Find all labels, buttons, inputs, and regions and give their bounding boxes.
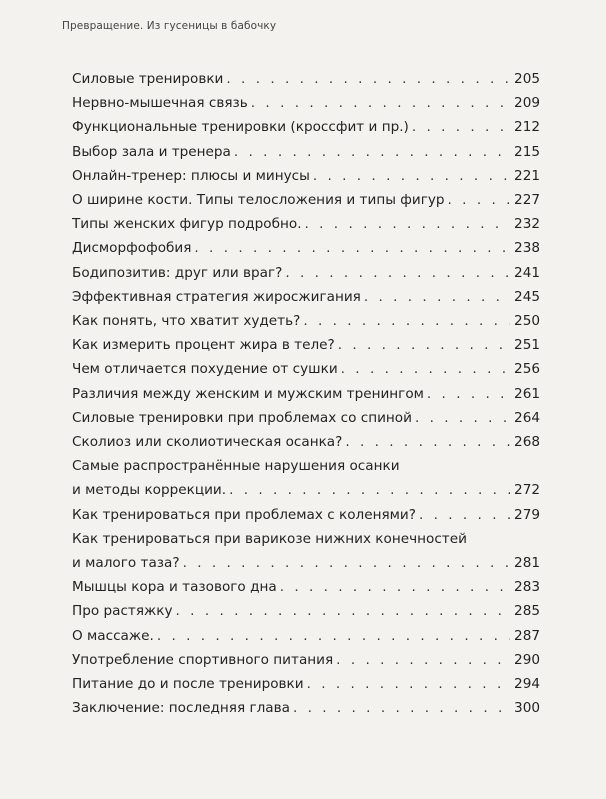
toc-entry-line <box>72 91 540 115</box>
toc-entry-line <box>72 212 540 236</box>
toc-entry <box>72 261 540 285</box>
toc-entry-title: Питание до и после тренировки <box>72 676 304 693</box>
dot-leader <box>176 599 510 623</box>
toc-entry-title: Как понять, что хватит худеть? <box>72 313 301 330</box>
dot-leader <box>412 115 510 139</box>
toc-entry <box>72 91 540 115</box>
toc-entry-line <box>72 333 540 357</box>
toc-entry-title: Бодипозитив: друг или враг? <box>72 264 283 281</box>
toc-entry-line <box>72 309 540 333</box>
toc-entry-page-number: 215 <box>514 143 540 160</box>
toc-entry-page-number: 290 <box>514 651 540 668</box>
toc-entry-title: О ширине кости. Типы телосложения и типы фигур <box>72 192 445 209</box>
dot-leader <box>415 406 510 430</box>
toc-entry-line <box>72 115 540 139</box>
dot-leader <box>307 672 510 696</box>
dot-leader <box>251 91 510 115</box>
dot-leader <box>293 696 510 720</box>
toc-entry-page-number: 287 <box>514 627 540 644</box>
toc-entry-title: Чем отличается похудение от сушки <box>72 361 338 378</box>
toc-entry-page-number: 256 <box>514 361 540 378</box>
dot-leader <box>338 333 510 357</box>
running-header: Превращение. Из гусеницы в бабочку <box>62 20 277 32</box>
toc-entry-line <box>72 599 540 623</box>
toc-entry-page-number: 300 <box>514 700 540 717</box>
toc-entry-page-number: 294 <box>514 676 540 693</box>
toc-entry-line <box>72 357 540 381</box>
toc-entry-line <box>72 67 540 91</box>
toc-entry-page-number: 261 <box>514 385 540 402</box>
dot-leader <box>226 67 510 91</box>
dot-leader <box>183 551 510 575</box>
dot-leader <box>448 188 510 212</box>
toc-entry-line <box>72 430 540 454</box>
dot-leader <box>341 357 510 381</box>
toc-entry <box>72 212 540 236</box>
toc-entry <box>72 333 540 357</box>
toc-entry-title: Употребление спортивного питания <box>72 651 334 668</box>
toc-entry <box>72 599 540 623</box>
toc-entry-line <box>72 672 540 696</box>
toc-entry <box>72 624 540 648</box>
toc-entry <box>72 285 540 309</box>
toc-entry-line <box>72 624 540 648</box>
toc-entry-line <box>72 575 540 599</box>
toc-entry-title: О массаже. <box>72 627 154 644</box>
toc-entry-page-number: 272 <box>514 482 540 499</box>
dot-leader <box>303 309 510 333</box>
toc-entry-line <box>72 503 540 527</box>
toc-entry-line <box>72 261 540 285</box>
toc-entry <box>72 454 540 502</box>
toc-entry-page-number: 245 <box>514 288 540 305</box>
toc-entry-title: Заключение: последняя глава <box>72 700 290 717</box>
toc-entry-page-number: 238 <box>514 240 540 257</box>
toc-entry-line <box>72 236 540 260</box>
toc-entry <box>72 503 540 527</box>
dot-leader <box>313 164 510 188</box>
dot-leader <box>229 478 510 502</box>
toc-entry <box>72 67 540 91</box>
toc-entry-title: Различия между женским и мужским тренингом <box>72 385 424 402</box>
dot-leader <box>280 575 510 599</box>
toc-entry <box>72 309 540 333</box>
toc-entry-line <box>72 406 540 430</box>
toc-entry-line <box>72 382 540 406</box>
toc-entry-title: Нервно-мышечная связь <box>72 95 248 112</box>
toc-entry-title: Выбор зала и тренера <box>72 143 231 160</box>
dot-leader <box>157 624 510 648</box>
toc-entry <box>72 188 540 212</box>
table-of-contents <box>72 67 540 720</box>
toc-entry-title: Как измерить процент жира в теле? <box>72 337 335 354</box>
toc-entry-title: Как тренироваться при варикозе нижних конечностей <box>72 530 467 547</box>
toc-entry <box>72 140 540 164</box>
dot-leader <box>234 140 510 164</box>
dot-leader <box>285 261 510 285</box>
toc-entry-line <box>72 551 540 575</box>
toc-entry-page-number: 205 <box>514 71 540 87</box>
toc-entry <box>72 527 540 575</box>
toc-entry-title: Типы женских фигур подробно. <box>72 216 302 233</box>
toc-entry-page-number: 283 <box>514 579 540 596</box>
toc-entry-title: Про растяжку <box>72 603 173 620</box>
toc-entry-page-number: 221 <box>514 167 540 184</box>
toc-entry-title: Как тренироваться при проблемах с коленями? <box>72 506 416 523</box>
dot-leader <box>305 212 510 236</box>
toc-entry-page-number: 285 <box>514 603 540 620</box>
toc-entry-line <box>72 188 540 212</box>
toc-entry-page-number: 209 <box>514 95 540 112</box>
dot-leader <box>194 236 510 260</box>
toc-entry <box>72 164 540 188</box>
toc-entry <box>72 575 540 599</box>
toc-entry-title: Самые распространённые нарушения осанки <box>72 458 400 475</box>
toc-entry-page-number: 268 <box>514 434 540 451</box>
toc-entry-page-number: 241 <box>514 264 540 281</box>
toc-entry-page-number: 227 <box>514 192 540 209</box>
toc-entry-page-number: 212 <box>514 119 540 136</box>
toc-entry <box>72 672 540 696</box>
toc-entry <box>72 357 540 381</box>
toc-entry-title: Мышцы кора и тазового дна <box>72 579 277 596</box>
dot-leader <box>345 430 510 454</box>
toc-entry-title: Эффективная стратегия жиросжигания <box>72 288 361 305</box>
toc-entry-title-continuation: и малого таза? <box>72 555 180 572</box>
toc-entry <box>72 236 540 260</box>
dot-leader <box>427 382 510 406</box>
toc-entry-line <box>72 696 540 720</box>
toc-entry <box>72 382 540 406</box>
toc-entry-title: Сколиоз или сколиотическая осанка? <box>72 434 343 451</box>
toc-entry-line <box>72 285 540 309</box>
toc-entry-title: Дисморфофобия <box>72 240 192 257</box>
toc-entry-title: Силовые тренировки при проблемах со спиной <box>72 409 412 426</box>
toc-entry <box>72 406 540 430</box>
toc-entry-title: Силовые тренировки <box>72 71 224 87</box>
dot-leader <box>419 503 510 527</box>
toc-entry-page-number: 232 <box>514 216 540 233</box>
toc-entry-title-continuation: и методы коррекции. <box>72 482 227 499</box>
toc-entry-line <box>72 140 540 164</box>
toc-entry-page-number: 250 <box>514 313 540 330</box>
toc-entry <box>72 430 540 454</box>
toc-entry-title: Онлайн-тренер: плюсы и минусы <box>72 167 310 184</box>
toc-entry-page-number: 264 <box>514 409 540 426</box>
toc-entry-line <box>72 478 540 502</box>
toc-entry-page-number: 281 <box>514 555 540 572</box>
toc-entry <box>72 115 540 139</box>
toc-entry <box>72 648 540 672</box>
dot-leader <box>364 285 510 309</box>
toc-entry <box>72 696 540 720</box>
dot-leader <box>336 648 510 672</box>
toc-entry-page-number: 251 <box>514 337 540 354</box>
toc-entry-page-number: 279 <box>514 506 540 523</box>
toc-entry-title: Функциональные тренировки (кроссфит и пр.) <box>72 119 409 136</box>
toc-entry-line <box>72 648 540 672</box>
toc-entry-line <box>72 164 540 188</box>
